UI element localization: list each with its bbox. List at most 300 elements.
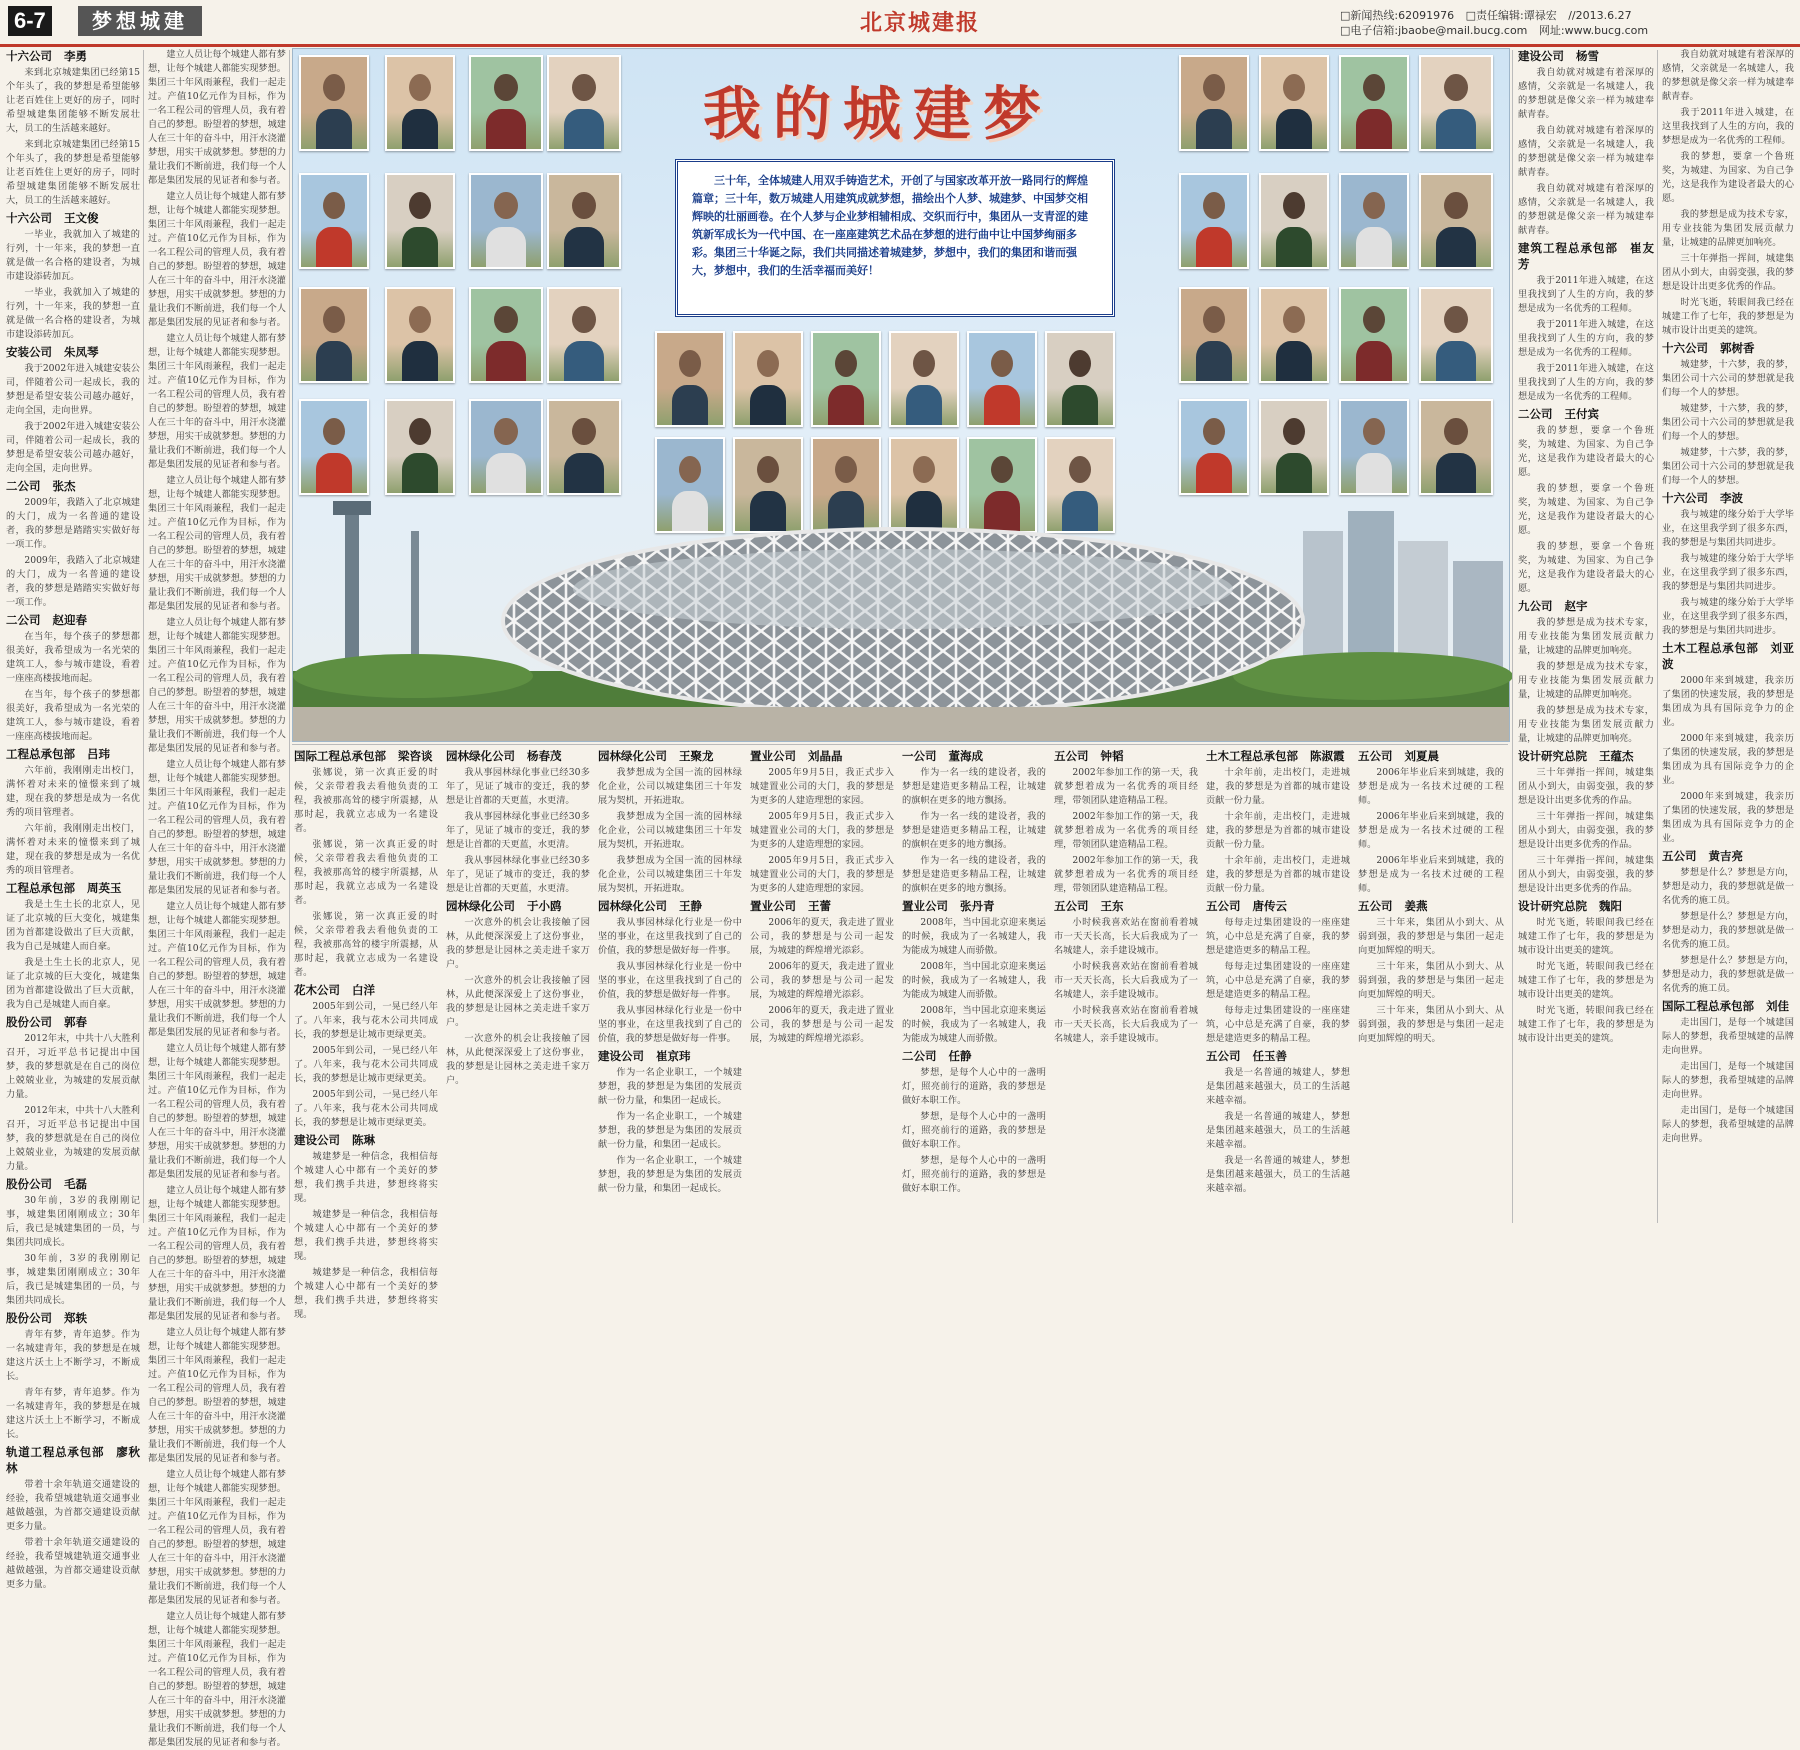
article-text: 2008年，当中国北京迎来奥运的时候，我成为了一名城建人，我为能成为城建人而骄傲。	[902, 917, 1046, 956]
article-text: 2006年毕业后来到城建，我的梦想是成为一名技术过硬的工程师。	[1358, 855, 1504, 894]
byline-name: 杨春茂	[527, 749, 562, 763]
byline-name: 崔京玮	[656, 1049, 691, 1063]
byline-org: 二公司	[6, 479, 41, 493]
article-byline	[6, 48, 140, 64]
feature-title: 我的城建梦	[703, 80, 1054, 148]
editor: □责任编辑:谭禄宏	[1465, 9, 1557, 22]
byline-name: 吕玮	[87, 747, 110, 761]
article-text: 建立人员让每个城建人都有梦想，让每个城建人都能实现梦想。集团三十年风雨兼程，我们一起走过。产值10亿元作为目标，作为一名工程公司的管理人员，我有着自己的梦想。盼望着的梦想，城建人在三十年的奋斗中，用汗水浇灌梦想，用实干成就梦想。梦想的力量让我们不断前进，我们每一个人都是集团发展的见证者和参与者。	[148, 333, 286, 470]
byline-org: 股份公司	[6, 1177, 52, 1191]
bottom-column-7	[1206, 748, 1350, 1224]
article-text: 走出国门，是每一个城建国际人的梦想，我希望城建的品牌走向世界。	[1662, 1105, 1794, 1144]
article-text: 2002年参加工作的第一天，我就梦想着成为一名优秀的项目经理，带领团队建造精品工程。	[1054, 855, 1198, 894]
article-text: 梦想是什么？梦想是方向，梦想是动力，我的梦想就是做一名优秀的施工员。	[1662, 955, 1794, 994]
byline-name: 杨雪	[1576, 49, 1599, 63]
article-text: 2006年毕业后来到城建，我的梦想是成为一名技术过硬的工程师。	[1358, 767, 1504, 806]
email: □电子信箱:jbaobe@mail.bucg.com	[1340, 24, 1528, 37]
byline-name: 李勇	[64, 49, 87, 63]
article-text: 我的梦想是成为技术专家，用专业技能为集团发展贡献力量，让城建的品牌更加响亮。	[1518, 617, 1654, 656]
byline-name: 郭树香	[1720, 341, 1755, 355]
article-text: 作为一名一线的建设者，我的梦想是建造更多精品工程，让城建的旗帜在更多的地方飘扬。	[902, 811, 1046, 850]
article-text: 我与城建的缘分始于大学毕业，在这里我学到了很多东西，我的梦想是与集团共同进步。	[1662, 597, 1794, 636]
bottom-column-3	[598, 748, 742, 1224]
newspaper-name: 北京城建报	[860, 10, 981, 36]
article-text: 2000年来到城建，我亲历了集团的快速发展，我的梦想是集团成为具有国际竞争力的企业。	[1662, 733, 1794, 786]
article-text: 2002年参加工作的第一天，我就梦想着成为一名优秀的项目经理，带领团队建造精品工程。	[1054, 767, 1198, 806]
article-text: 2012年末，中共十八大胜利召开，习近平总书记提出中国梦，我的梦想就是在自己的岗位上兢兢业业，为城建的发展贡献力量。	[6, 1033, 140, 1100]
article-text: 带着十余年轨道交通建设的经验，我希望城建轨道交通事业越做越强，为首都交通建设贡献更多力量。	[6, 1537, 140, 1590]
article-byline	[1662, 998, 1794, 1014]
byline-org: 十六公司	[6, 211, 52, 225]
article-byline	[6, 1444, 140, 1476]
article-byline	[1518, 748, 1654, 764]
article-text: 建立人员让每个城建人都有梦想，让每个城建人都能实现梦想。集团三十年风雨兼程，我们一起走过。产值10亿元作为目标，作为一名工程公司的管理人员，我有着自己的梦想。盼望着的梦想，城建人在三十年的奋斗中，用汗水浇灌梦想，用实干成就梦想。梦想的力量让我们不断前进，我们每一个人都是集团发展的见证者和参与者。	[148, 1611, 286, 1748]
article-text: 城建梦，十六梦，我的梦，集团公司十六公司的梦想就是我们每一个人的梦想。	[1662, 359, 1794, 398]
article-text: 2005年9月5日，我正式步入城建置业公司的大门，我的梦想是为更多的人建造理想的家园。	[750, 767, 894, 806]
article-text: 六年前，我刚刚走出校门，满怀着对未来的憧憬来到了城建，现在我的梦想是成为一名优秀的项目管理者。	[6, 823, 140, 876]
byline-name: 刘佳	[1766, 999, 1789, 1013]
bottom-column-8	[1358, 748, 1504, 1224]
byline-org: 园林绿化公司	[446, 899, 515, 913]
staff-portrait-photo	[1339, 173, 1409, 269]
article-text: 建立人员让每个城建人都有梦想，让每个城建人都能实现梦想。集团三十年风雨兼程，我们一起走过。产值10亿元作为目标，作为一名工程公司的管理人员，我有着自己的梦想。盼望着的梦想，城建人在三十年的奋斗中，用汗水浇灌梦想，用实干成就梦想。梦想的力量让我们不断前进，我们每一个人都是集团发展的见证者和参与者。	[148, 759, 286, 896]
article-byline	[294, 748, 438, 764]
article-text: 我于2002年进入城建安装公司，伴随着公司一起成长，我的梦想是希望安装公司越办越好，走向全国，走向世界。	[6, 421, 140, 474]
byline-org: 二公司	[6, 613, 41, 627]
article-text: 梦想，是每个人心中的一盏明灯，照亮前行的道路，我的梦想是做好本职工作。	[902, 1067, 1046, 1106]
article-text: 30年前，3岁的我刚刚记事，城建集团刚刚成立；30年后，我已是城建集团的一员，与集团共同成长。	[6, 1195, 140, 1248]
article-text: 三十年弹指一挥间，城建集团从小到大，由弱变强，我的梦想是设计出更多优秀的作品。	[1518, 767, 1654, 806]
staff-portrait-photo	[469, 287, 543, 383]
article-text: 我的梦想，要拿一个鲁班奖，为城建、为国家、为自己争光，这是我作为建设者最大的心愿。	[1518, 541, 1654, 594]
article-text: 作为一名企业职工，一个城建梦想，我的梦想是为集团的发展贡献一份力量，和集团一起成长。	[598, 1067, 742, 1106]
article-text: 2005年到公司，一晃已经八年了。八年来，我与花木公司共同成长，我的梦想是让城市更绿更美。	[294, 1045, 438, 1084]
staff-portrait-photo	[1179, 173, 1249, 269]
article-text: 城建梦是一种信念，我相信每个城建人心中都有一个美好的梦想，我们携手共进，梦想终将实现。	[294, 1209, 438, 1262]
byline-name: 黄吉亮	[1708, 849, 1743, 863]
article-text: 走出国门，是每一个城建国际人的梦想，我希望城建的品牌走向世界。	[1662, 1017, 1794, 1056]
article-text: 一毕业，我就加入了城建的行列，十一年来，我的梦想一直就是做一名合格的建设者，为城市建设添砖加瓦。	[6, 287, 140, 340]
article-text: 三十年弹指一挥间，城建集团从小到大，由弱变强，我的梦想是设计出更多优秀的作品。	[1518, 855, 1654, 894]
staff-portrait-photo	[1259, 287, 1329, 383]
byline-org: 建设公司	[294, 1133, 340, 1147]
article-byline	[1206, 1048, 1350, 1064]
article-text: 城建梦，十六梦，我的梦，集团公司十六公司的梦想就是我们每一个人的梦想。	[1662, 403, 1794, 442]
article-text: 我于2011年进入城建，在这里我找到了人生的方向，我的梦想是成为一名优秀的工程师。	[1518, 319, 1654, 358]
bottom-column-5	[902, 748, 1046, 1224]
article-text: 2008年，当中国北京迎来奥运的时候，我成为了一名城建人，我为能成为城建人而骄傲。	[902, 961, 1046, 1000]
article-byline	[294, 1132, 438, 1148]
byline-name: 刘夏晨	[1404, 749, 1439, 763]
byline-name: 王静	[679, 899, 702, 913]
article-text: 2012年末，中共十八大胜利召开，习近平总书记提出中国梦，我的梦想就是在自己的岗位上兢兢业业，为城建的发展贡献力量。	[6, 1105, 140, 1172]
left-column-2	[148, 48, 286, 1748]
byline-name: 崔友芳	[1518, 241, 1654, 271]
staff-portrait-photo	[811, 331, 881, 427]
article-text: 建立人员让每个城建人都有梦想，让每个城建人都能实现梦想。集团三十年风雨兼程，我们一起走过。产值10亿元作为目标，作为一名工程公司的管理人员，我有着自己的梦想。盼望着的梦想，城建人在三十年的奋斗中，用汗水浇灌梦想，用实干成就梦想。梦想的力量让我们不断前进，我们每一个人都是集团发展的见证者和参与者。	[148, 617, 286, 754]
article-text: 十余年前，走出校门，走进城建，我的梦想是为首都的城市建设贡献一份力量。	[1206, 855, 1350, 894]
byline-org: 置业公司	[750, 749, 796, 763]
article-byline	[294, 982, 438, 998]
byline-name: 唐传云	[1252, 899, 1287, 913]
article-text: 2009年，我踏入了北京城建的大门，成为一名普通的建设者，我的梦想是踏踏实实做好每一项工作。	[6, 555, 140, 608]
article-text: 我自幼就对城建有着深厚的感情，父亲就是一名城建人，我的梦想就是像父亲一样为城建奉献青春。	[1518, 183, 1654, 236]
article-byline	[902, 1048, 1046, 1064]
staff-portrait-photo	[469, 173, 543, 269]
byline-org: 五公司	[1358, 899, 1393, 913]
byline-org: 五公司	[1054, 749, 1089, 763]
staff-portrait-photo	[547, 55, 621, 151]
article-text: 我自幼就对城建有着深厚的感情，父亲就是一名城建人，我的梦想就是像父亲一样为城建奉献青春。	[1518, 67, 1654, 120]
staff-portrait-photo	[1259, 173, 1329, 269]
byline-org: 置业公司	[902, 899, 948, 913]
article-byline	[6, 880, 140, 896]
byline-name: 白洋	[352, 983, 375, 997]
article-text: 作为一名一线的建设者，我的梦想是建造更多精品工程，让城建的旗帜在更多的地方飘扬。	[902, 767, 1046, 806]
article-text: 梦想，是每个人心中的一盏明灯，照亮前行的道路，我的梦想是做好本职工作。	[902, 1111, 1046, 1150]
article-text: 在当年，每个孩子的梦想都很美好，我希望成为一名光荣的建筑工人，参与城市建设，看着一座座高楼拔地而起。	[6, 689, 140, 742]
staff-portrait-photo	[1419, 55, 1493, 151]
byline-name: 王聚龙	[679, 749, 714, 763]
article-text: 在当年，每个孩子的梦想都很美好，我希望成为一名光荣的建筑工人，参与城市建设，看着一座座高楼拔地而起。	[6, 631, 140, 684]
article-byline	[1662, 490, 1794, 506]
article-byline	[1358, 898, 1504, 914]
staff-portrait-photo	[967, 331, 1037, 427]
byline-name: 王文俊	[64, 211, 99, 225]
article-text: 梦想，是每个人心中的一盏明灯，照亮前行的道路，我的梦想是做好本职工作。	[902, 1155, 1046, 1194]
right-column-1	[1518, 48, 1654, 1224]
byline-org: 股份公司	[6, 1015, 52, 1029]
article-text: 每每走过集团建设的一座座建筑，心中总是充满了自豪，我的梦想是建造更多的精品工程。	[1206, 1005, 1350, 1044]
byline-org: 安装公司	[6, 345, 52, 359]
byline-org: 置业公司	[750, 899, 796, 913]
feature-intro: 三十年，全体城建人用双手铸造艺术，开创了与国家改革开放一路同行的辉煌篇章；三十年，数万城建人用建筑成就梦想，描绘出个人梦、城建梦、中国梦交相辉映的壮丽画卷。在个人梦与企业梦相辅相成、交织而行中，集团从一支青涩的建筑新军成长为一代中国、在一座座建筑艺术品在梦想的进行曲中让中国梦绚丽多彩。集团三十华诞之际，我们共同描述着城建梦，梦想中，我们的集团和谐而强大，梦想中，我们的生活幸福而美好！	[675, 159, 1115, 317]
staff-portrait-photo	[385, 173, 455, 269]
article-byline	[1662, 848, 1794, 864]
article-text: 我从事园林绿化行业是一份中坚的事业，在这里我找到了自己的价值，我的梦想是做好每一件事。	[598, 961, 742, 1000]
article-text: 带着十余年轨道交通建设的经验，我希望城建轨道交通事业越做越强，为首都交通建设贡献更多力量。	[6, 1479, 140, 1532]
issue-date: //2013.6.27	[1568, 9, 1632, 22]
byline-org: 花木公司	[294, 983, 340, 997]
byline-name: 赵迎春	[52, 613, 87, 627]
byline-name: 王蕴杰	[1599, 749, 1634, 763]
staff-portrait-photo	[1339, 287, 1409, 383]
article-text: 我梦想成为全国一流的园林绿化企业，公司以城建集团三十年发展为契机，开拓进取。	[598, 811, 742, 850]
article-text: 2009年，我踏入了北京城建的大门，成为一名普通的建设者，我的梦想是踏踏实实做好每一项工作。	[6, 497, 140, 550]
article-text: 张娜说，第一次真正爱的时候，父亲带着我去看他负责的工程，我被那高耸的楼宇所震撼，从那时起，我就立志成为一名建设者。	[294, 767, 438, 834]
article-byline	[1054, 898, 1198, 914]
byline-name: 姜燕	[1404, 899, 1428, 913]
article-text: 城建梦是一种信念，我相信每个城建人心中都有一个美好的梦想，我们携手共进，梦想终将实现。	[294, 1267, 438, 1320]
article-text: 我从事园林绿化行业是一份中坚的事业，在这里我找到了自己的价值，我的梦想是做好每一件事。	[598, 917, 742, 956]
byline-org: 设计研究总院	[1518, 899, 1587, 913]
article-byline	[598, 1048, 742, 1064]
byline-org: 土木工程总承包部	[1662, 641, 1759, 655]
article-text: 建立人员让每个城建人都有梦想，让每个城建人都能实现梦想。集团三十年风雨兼程，我们一起走过。产值10亿元作为目标，作为一名工程公司的管理人员，我有着自己的梦想。盼望着的梦想，城建人在三十年的奋斗中，用汗水浇灌梦想，用实干成就梦想。梦想的力量让我们不断前进，我们每一个人都是集团发展的见证者和参与者。	[148, 475, 286, 612]
article-text: 时光飞逝，转眼间我已经在城建工作了七年，我的梦想是为城市设计出更美的建筑。	[1518, 1005, 1654, 1044]
byline-org: 国际工程总承包部	[294, 749, 386, 763]
article-text: 建立人员让每个城建人都有梦想，让每个城建人都能实现梦想。集团三十年风雨兼程，我们一起走过。产值10亿元作为目标，作为一名工程公司的管理人员，我有着自己的梦想。盼望着的梦想，城建人在三十年的奋斗中，用汗水浇灌梦想，用实干成就梦想。梦想的力量让我们不断前进，我们每一个人都是集团发展的见证者和参与者。	[148, 1327, 286, 1464]
article-byline	[446, 748, 590, 764]
birds-nest-stadium-image	[293, 471, 1509, 741]
staff-portrait-photo	[299, 173, 369, 269]
article-text: 我的梦想，要拿一个鲁班奖，为城建、为国家、为自己争光，这是我作为建设者最大的心愿。	[1518, 483, 1654, 536]
byline-org: 建设公司	[598, 1049, 644, 1063]
byline-org: 设计研究总院	[1518, 749, 1587, 763]
byline-name: 董海成	[948, 749, 983, 763]
byline-org: 土木工程总承包部	[1206, 749, 1298, 763]
byline-org: 二公司	[1518, 407, 1553, 421]
article-text: 我的梦想，要拿一个鲁班奖，为城建、为国家、为自己争光，这是我作为建设者最大的心愿。	[1662, 151, 1794, 204]
article-byline	[1662, 340, 1794, 356]
staff-portrait-photo	[1339, 55, 1409, 151]
byline-org: 工程总承包部	[6, 747, 75, 761]
article-byline	[1518, 240, 1654, 272]
article-text: 来到北京城建集团已经第15个年头了，我的梦想是希望能够让老百姓住上更好的房子，同时希望城建集团能够不断发展壮大，员工的生活越来越好。	[6, 139, 140, 206]
byline-name: 刘晶晶	[808, 749, 843, 763]
article-text: 十余年前，走出校门，走进城建，我的梦想是为首都的城市建设贡献一份力量。	[1206, 811, 1350, 850]
article-text: 时光飞逝，转眼间我已经在城建工作了七年，我的梦想是为城市设计出更美的建筑。	[1662, 297, 1794, 336]
byline-name: 赵宇	[1564, 599, 1588, 613]
article-text: 作为一名企业职工，一个城建梦想，我的梦想是为集团的发展贡献一份力量，和集团一起成长。	[598, 1155, 742, 1194]
article-byline	[1518, 406, 1654, 422]
article-byline	[6, 478, 140, 494]
article-byline	[750, 898, 894, 914]
article-byline	[750, 748, 894, 764]
staff-portrait-photo	[469, 55, 543, 151]
article-text: 我梦想成为全国一流的园林绿化企业，公司以城建集团三十年发展为契机，开拓进取。	[598, 855, 742, 894]
article-text: 一次意外的机会让我接触了园林，从此便深深爱上了这份事业，我的梦想是让园林之美走进千家万户。	[446, 1033, 590, 1086]
article-text: 我的梦想是成为技术专家，用专业技能为集团发展贡献力量，让城建的品牌更加响亮。	[1518, 661, 1654, 700]
byline-name: 朱凤琴	[64, 345, 99, 359]
byline-org: 建设公司	[1518, 49, 1564, 63]
staff-portrait-photo	[733, 331, 803, 427]
article-text: 我自幼就对城建有着深厚的感情，父亲就是一名城建人，我的梦想就是像父亲一样为城建奉献青春。	[1662, 49, 1794, 102]
byline-name: 陈淑霞	[1310, 749, 1345, 763]
article-text: 我梦想成为全国一流的园林绿化企业，公司以城建集团三十年发展为契机，开拓进取。	[598, 767, 742, 806]
byline-org: 园林绿化公司	[446, 749, 515, 763]
article-byline	[6, 1014, 140, 1030]
staff-portrait-photo	[655, 331, 725, 427]
article-text: 六年前，我刚刚走出校门，满怀着对未来的憧憬来到了城建，现在我的梦想是成为一名优秀的项目管理者。	[6, 765, 140, 818]
article-text: 建立人员让每个城建人都有梦想，让每个城建人都能实现梦想。集团三十年风雨兼程，我们一起走过。产值10亿元作为目标，作为一名工程公司的管理人员，我有着自己的梦想。盼望着的梦想，城建人在三十年的奋斗中，用汗水浇灌梦想，用实干成就梦想。梦想的力量让我们不断前进，我们每一个人都是集团发展的见证者和参与者。	[148, 49, 286, 186]
article-text: 2006年的夏天，我走进了置业公司，我的梦想是与公司一起发展，为城建的辉煌增光添彩。	[750, 917, 894, 956]
bottom-column-1	[294, 748, 438, 1320]
article-byline	[902, 898, 1046, 914]
article-text: 建立人员让每个城建人都有梦想，让每个城建人都能实现梦想。集团三十年风雨兼程，我们一起走过。产值10亿元作为目标，作为一名工程公司的管理人员，我有着自己的梦想。盼望着的梦想，城建人在三十年的奋斗中，用汗水浇灌梦想，用实干成就梦想。梦想的力量让我们不断前进，我们每一个人都是集团发展的见证者和参与者。	[148, 901, 286, 1038]
article-text: 张娜说，第一次真正爱的时候，父亲带着我去看他负责的工程，我被那高耸的楼宇所震撼，从那时起，我就立志成为一名建设者。	[294, 839, 438, 906]
article-text: 十余年前，走出校门，走进城建，我的梦想是为首都的城市建设贡献一份力量。	[1206, 767, 1350, 806]
byline-org: 轨道工程总承包部	[6, 1445, 105, 1459]
byline-org: 建筑工程总承包部	[1518, 241, 1618, 255]
article-text: 城建梦是一种信念，我相信每个城建人心中都有一个美好的梦想，我们携手共进，梦想终将实现。	[294, 1151, 438, 1204]
staff-portrait-photo	[385, 55, 455, 151]
byline-name: 郭春	[64, 1015, 87, 1029]
article-text: 小时候我喜欢站在窗前看着城市一天天长高，长大后我成为了一名城建人，亲手建设城市。	[1054, 1005, 1198, 1044]
article-text: 我是一名普通的城建人，梦想是集团越来越强大，员工的生活越来越幸福。	[1206, 1155, 1350, 1194]
article-text: 每每走过集团建设的一座座建筑，心中总是充满了自豪，我的梦想是建造更多的精品工程。	[1206, 961, 1350, 1000]
byline-name: 魏阳	[1599, 899, 1622, 913]
article-text: 张娜说，第一次真正爱的时候，父亲带着我去看他负责的工程，我被那高耸的楼宇所震撼，从那时起，我就立志成为一名建设者。	[294, 911, 438, 978]
article-text: 我是一名普通的城建人，梦想是集团越来越强大，员工的生活越来越幸福。	[1206, 1111, 1350, 1150]
byline-name: 刘亚波	[1662, 641, 1795, 671]
article-text: 2005年9月5日，我正式步入城建置业公司的大门，我的梦想是为更多的人建造理想的家园。	[750, 855, 894, 894]
page-header	[0, 0, 1800, 47]
byline-org: 五公司	[1358, 749, 1393, 763]
article-text: 一毕业，我就加入了城建的行列，十一年来，我的梦想一直就是做一名合格的建设者，为城市建设添砖加瓦。	[6, 229, 140, 282]
article-text: 我的梦想，要拿一个鲁班奖，为城建、为国家、为自己争光，这是我作为建设者最大的心愿。	[1518, 425, 1654, 478]
byline-org: 园林绿化公司	[598, 899, 667, 913]
article-text: 我从事园林绿化事业已经30多年了，见证了城市的变迁，我的梦想是让首都的天更蓝，水更清。	[446, 811, 590, 850]
article-text: 2008年，当中国北京迎来奥运的时候，我成为了一名城建人，我为能成为城建人而骄傲。	[902, 1005, 1046, 1044]
article-byline	[446, 898, 590, 914]
article-text: 我从事园林绿化事业已经30多年了，见证了城市的变迁，我的梦想是让首都的天更蓝，水更清。	[446, 767, 590, 806]
article-byline	[1518, 898, 1654, 914]
bottom-column-4	[750, 748, 894, 1224]
article-text: 三十年弹指一挥间，城建集团从小到大，由弱变强，我的梦想是设计出更多优秀的作品。	[1518, 811, 1654, 850]
article-text: 小时候我喜欢站在窗前看着城市一天天长高，长大后我成为了一名城建人，亲手建设城市。	[1054, 917, 1198, 956]
article-text: 30年前，3岁的我刚刚记事，城建集团刚刚成立；30年后，我已是城建集团的一员，与集团共同成长。	[6, 1253, 140, 1306]
article-text: 我的梦想是成为技术专家，用专业技能为集团发展贡献力量，让城建的品牌更加响亮。	[1662, 209, 1794, 248]
article-byline	[1054, 748, 1198, 764]
article-text: 我与城建的缘分始于大学毕业，在这里我学到了很多东西，我的梦想是与集团共同进步。	[1662, 553, 1794, 592]
article-text: 三十年来，集团从小到大、从弱到强，我的梦想是与集团一起走向更加辉煌的明天。	[1358, 917, 1504, 956]
byline-name: 廖秋林	[6, 1445, 141, 1475]
byline-name: 毛磊	[64, 1177, 87, 1191]
article-byline	[1358, 748, 1504, 764]
article-byline	[1518, 598, 1654, 614]
article-text: 2002年参加工作的第一天，我就梦想着成为一名优秀的项目经理，带领团队建造精品工程。	[1054, 811, 1198, 850]
article-text: 三十年弹指一挥间，城建集团从小到大，由弱变强，我的梦想是设计出更多优秀的作品。	[1662, 253, 1794, 292]
article-text: 城建梦，十六梦，我的梦，集团公司十六公司的梦想就是我们每一个人的梦想。	[1662, 447, 1794, 486]
article-text: 一次意外的机会让我接触了园林，从此便深深爱上了这份事业，我的梦想是让园林之美走进千家万户。	[446, 917, 590, 970]
byline-org: 园林绿化公司	[598, 749, 667, 763]
article-text: 建立人员让每个城建人都有梦想，让每个城建人都能实现梦想。集团三十年风雨兼程，我们一起走过。产值10亿元作为目标，作为一名工程公司的管理人员，我有着自己的梦想。盼望着的梦想，城建人在三十年的奋斗中，用汗水浇灌梦想，用实干成就梦想。梦想的力量让我们不断前进，我们每一个人都是集团发展的见证者和参与者。	[148, 1469, 286, 1606]
bottom-column-2	[446, 748, 590, 1224]
section-title: 梦想城建	[78, 6, 202, 36]
article-text: 2005年到公司，一晃已经八年了。八年来，我与花木公司共同成长，我的梦想是让城市更绿更美。	[294, 1001, 438, 1040]
article-text: 来到北京城建集团已经第15个年头了，我的梦想是希望能够让老百姓住上更好的房子，同时希望城建集团能够不断发展壮大，员工的生活越来越好。	[6, 67, 140, 134]
article-text: 建立人员让每个城建人都有梦想，让每个城建人都能实现梦想。集团三十年风雨兼程，我们一起走过。产值10亿元作为目标，作为一名工程公司的管理人员，我有着自己的梦想。盼望着的梦想，城建人在三十年的奋斗中，用汗水浇灌梦想，用实干成就梦想。梦想的力量让我们不断前进，我们每一个人都是集团发展的见证者和参与者。	[148, 191, 286, 328]
byline-name: 王蕾	[808, 899, 831, 913]
article-text: 我是土生土长的北京人，见证了北京城的巨大变化，城建集团为首都建设做出了巨大贡献，我为自己是城建人而自豪。	[6, 957, 140, 1010]
byline-name: 周英玉	[87, 881, 122, 895]
article-text: 我于2011年进入城建，在这里我找到了人生的方向，我的梦想是成为一名优秀的工程师。	[1518, 363, 1654, 402]
article-byline	[1662, 640, 1794, 672]
article-text: 我是土生土长的北京人，见证了北京城的巨大变化，城建集团为首都建设做出了巨大贡献，我为自己是城建人而自豪。	[6, 899, 140, 952]
byline-name: 王东	[1100, 899, 1124, 913]
article-text: 我于2002年进入城建安装公司，伴随着公司一起成长，我的梦想是希望安装公司越办越好，走向全国，走向世界。	[6, 363, 140, 416]
article-text: 我于2011年进入城建，在这里我找到了人生的方向，我的梦想是成为一名优秀的工程师。	[1662, 107, 1794, 146]
byline-name: 张杰	[52, 479, 76, 493]
article-byline	[598, 748, 742, 764]
article-text: 梦想是什么？梦想是方向，梦想是动力，我的梦想就是做一名优秀的施工员。	[1662, 911, 1794, 950]
byline-name: 王付宾	[1564, 407, 1599, 421]
article-text: 时光飞逝，转眼间我已经在城建工作了七年，我的梦想是为城市设计出更美的建筑。	[1518, 917, 1654, 956]
byline-org: 工程总承包部	[6, 881, 75, 895]
article-text: 我从事园林绿化行业是一份中坚的事业，在这里我找到了自己的价值，我的梦想是做好每一件事。	[598, 1005, 742, 1044]
staff-portrait-photo	[1419, 287, 1493, 383]
article-text: 我于2011年进入城建，在这里我找到了人生的方向，我的梦想是成为一名优秀的工程师。	[1518, 275, 1654, 314]
byline-name: 任玉善	[1252, 1049, 1287, 1063]
article-byline	[6, 746, 140, 762]
article-text: 建立人员让每个城建人都有梦想，让每个城建人都能实现梦想。集团三十年风雨兼程，我们一起走过。产值10亿元作为目标，作为一名工程公司的管理人员，我有着自己的梦想。盼望着的梦想，城建人在三十年的奋斗中，用汗水浇灌梦想，用实干成就梦想。梦想的力量让我们不断前进，我们每一个人都是集团发展的见证者和参与者。	[148, 1043, 286, 1180]
byline-org: 五公司	[1206, 899, 1241, 913]
right-column-2	[1662, 48, 1794, 1224]
page-number: 6-7	[8, 6, 52, 36]
article-text: 我自幼就对城建有着深厚的感情，父亲就是一名城建人，我的梦想就是像父亲一样为城建奉献青春。	[1518, 125, 1654, 178]
article-text: 三十年来，集团从小到大、从弱到强，我的梦想是与集团一起走向更加辉煌的明天。	[1358, 1005, 1504, 1044]
left-column-1	[6, 48, 141, 1590]
hotline: □新闻热线:62091976	[1340, 9, 1455, 22]
staff-portrait-photo	[1259, 55, 1329, 151]
article-text: 我从事园林绿化事业已经30多年了，见证了城市的变迁，我的梦想是让首都的天更蓝，水更清。	[446, 855, 590, 894]
article-text: 我是一名普通的城建人，梦想是集团越来越强大，员工的生活越来越幸福。	[1206, 1067, 1350, 1106]
article-text: 青年有梦，青年追梦。作为一名城建青年，我的梦想是在城建这片沃土上不断学习，不断成长。	[6, 1329, 140, 1382]
staff-portrait-photo	[889, 331, 959, 427]
feature-banner	[292, 48, 1510, 742]
article-text: 2000年来到城建，我亲历了集团的快速发展，我的梦想是集团成为具有国际竞争力的企业。	[1662, 675, 1794, 728]
article-text: 时光飞逝，转眼间我已经在城建工作了七年，我的梦想是为城市设计出更美的建筑。	[1518, 961, 1654, 1000]
article-text: 2000年来到城建，我亲历了集团的快速发展，我的梦想是集团成为具有国际竞争力的企业。	[1662, 791, 1794, 844]
byline-name: 梁咨谈	[398, 749, 433, 763]
byline-name: 陈琳	[352, 1133, 375, 1147]
article-text: 建立人员让每个城建人都有梦想，让每个城建人都能实现梦想。集团三十年风雨兼程，我们一起走过。产值10亿元作为目标，作为一名工程公司的管理人员，我有着自己的梦想。盼望着的梦想，城建人在三十年的奋斗中，用汗水浇灌梦想，用实干成就梦想。梦想的力量让我们不断前进，我们每一个人都是集团发展的见证者和参与者。	[148, 1185, 286, 1322]
article-text: 青年有梦，青年追梦。作为一名城建青年，我的梦想是在城建这片沃土上不断学习，不断成长。	[6, 1387, 140, 1440]
article-byline	[6, 1176, 140, 1192]
byline-org: 五公司	[1206, 1049, 1241, 1063]
byline-org: 五公司	[1054, 899, 1089, 913]
byline-name: 郑轶	[64, 1311, 87, 1325]
byline-org: 十六公司	[1662, 341, 1708, 355]
article-text: 2006年的夏天，我走进了置业公司，我的梦想是与公司一起发展，为城建的辉煌增光添彩。	[750, 1005, 894, 1044]
article-text: 2005年9月5日，我正式步入城建置业公司的大门，我的梦想是为更多的人建造理想的家园。	[750, 811, 894, 850]
article-text: 我与城建的缘分始于大学毕业，在这里我学到了很多东西，我的梦想是与集团共同进步。	[1662, 509, 1794, 548]
article-text: 2006年毕业后来到城建，我的梦想是成为一名技术过硬的工程师。	[1358, 811, 1504, 850]
article-text: 小时候我喜欢站在窗前看着城市一天天长高，长大后我成为了一名城建人，亲手建设城市。	[1054, 961, 1198, 1000]
bottom-column-6	[1054, 748, 1198, 1224]
website: 网址:www.bucg.com	[1538, 24, 1649, 37]
article-text: 三十年来，集团从小到大、从弱到强，我的梦想是与集团一起走向更加辉煌的明天。	[1358, 961, 1504, 1000]
article-text: 作为一名企业职工，一个城建梦想，我的梦想是为集团的发展贡献一份力量，和集团一起成长。	[598, 1111, 742, 1150]
byline-org: 九公司	[1518, 599, 1553, 613]
byline-name: 任静	[948, 1049, 972, 1063]
article-text: 梦想是什么？梦想是方向，梦想是动力，我的梦想就是做一名优秀的施工员。	[1662, 867, 1794, 906]
article-byline	[598, 898, 742, 914]
article-byline	[1518, 48, 1654, 64]
byline-org: 一公司	[902, 749, 937, 763]
byline-org: 二公司	[902, 1049, 937, 1063]
staff-portrait-photo	[547, 287, 621, 383]
article-text: 走出国门，是每一个城建国际人的梦想，我希望城建的品牌走向世界。	[1662, 1061, 1794, 1100]
byline-org: 五公司	[1662, 849, 1697, 863]
article-text: 每每走过集团建设的一座座建筑，心中总是充满了自豪，我的梦想是建造更多的精品工程。	[1206, 917, 1350, 956]
staff-portrait-photo	[547, 173, 621, 269]
staff-portrait-photo	[1419, 173, 1493, 269]
article-byline	[6, 210, 140, 226]
byline-name: 张丹青	[960, 899, 995, 913]
byline-org: 国际工程总承包部	[1662, 999, 1754, 1013]
article-text: 2005年到公司，一晃已经八年了。八年来，我与花木公司共同成长，我的梦想是让城市更绿更美。	[294, 1089, 438, 1128]
staff-portrait-photo	[299, 55, 369, 151]
article-byline	[6, 1310, 140, 1326]
article-byline	[6, 344, 140, 360]
article-byline	[6, 612, 140, 628]
article-byline	[1206, 748, 1350, 764]
article-text: 作为一名一线的建设者，我的梦想是建造更多精品工程，让城建的旗帜在更多的地方飘扬。	[902, 855, 1046, 894]
staff-portrait-photo	[1179, 287, 1249, 383]
article-byline	[902, 748, 1046, 764]
